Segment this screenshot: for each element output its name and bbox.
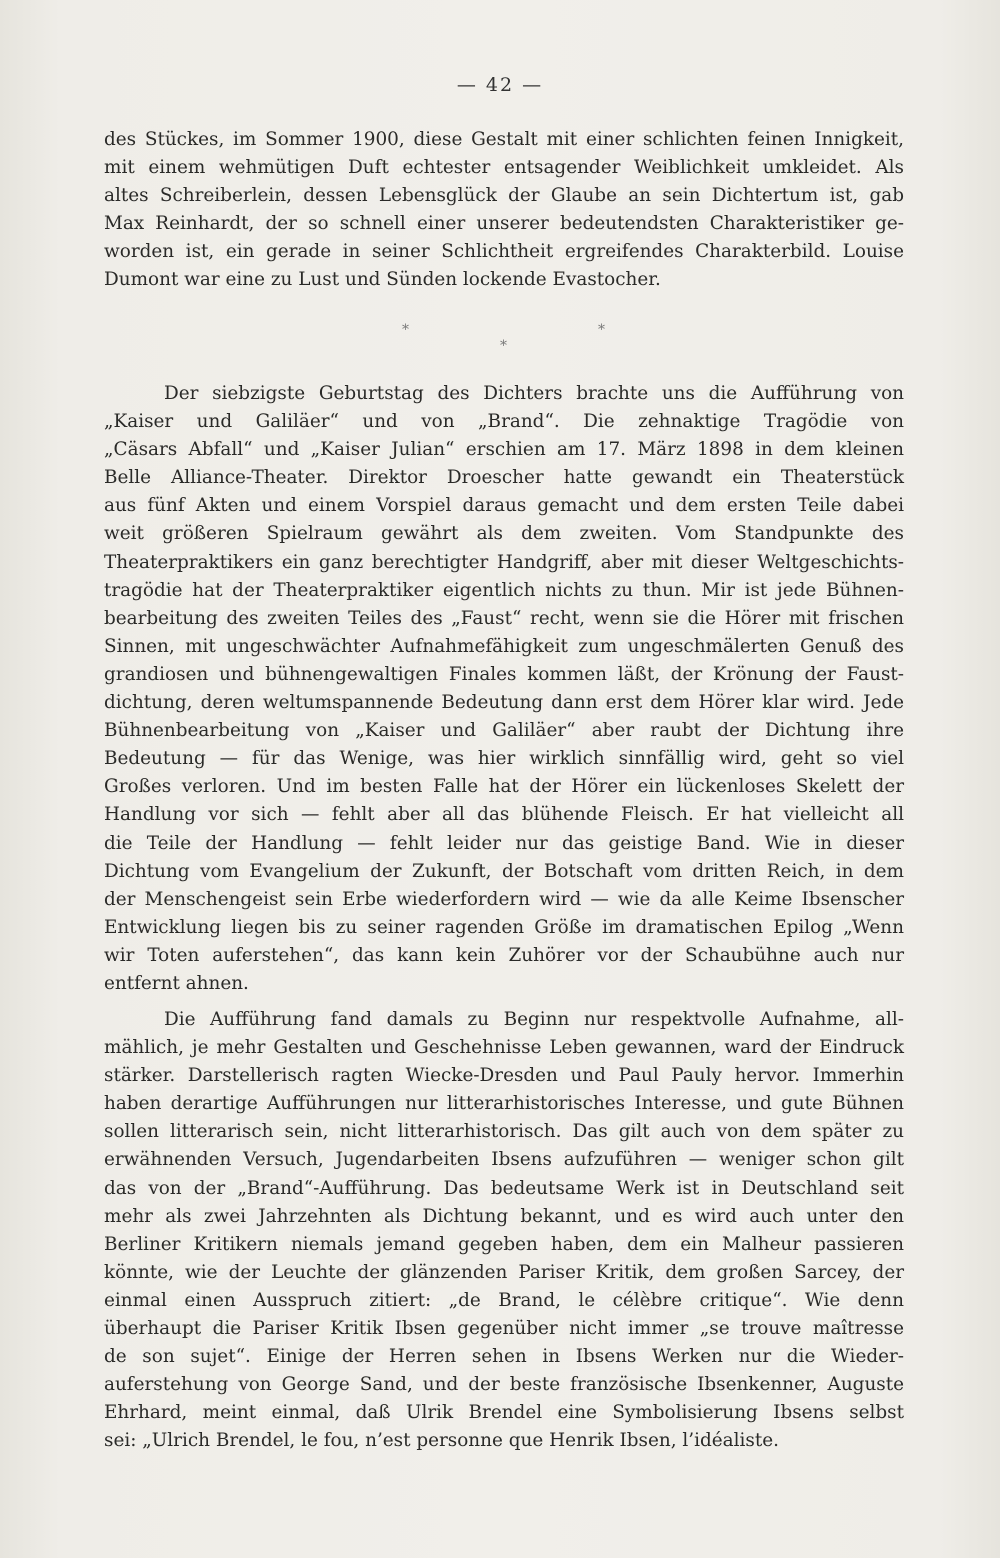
text-line: Der siebzigste Geburtstag des Dichters brachte uns die Aufführung von bbox=[164, 383, 904, 404]
paragraph-2 bbox=[104, 380, 904, 998]
text-line: stärker. Darstellerisch ragten Wiecke-Dresden und Paul Pauly hervor. Immerhin bbox=[104, 1065, 904, 1087]
paragraph-3 bbox=[104, 1006, 904, 1456]
text-line: einmal einen Ausspruch zitiert: „de Brand, le célèbre critique“. Wie denn bbox=[104, 1289, 904, 1311]
text-line: mit einem wehmütigen Duft echtester entsagender Weiblichkeit umkleidet. Als bbox=[104, 157, 904, 179]
text-line: altes Schreiberlein, dessen Lebensglück der Glaube an sein Dichtertum ist, gab bbox=[104, 185, 904, 207]
text-line: grandiosen und bühnengewaltigen Finales kommen läßt, der Krönung der Faust- bbox=[104, 663, 904, 685]
paragraph-1 bbox=[104, 126, 904, 295]
text-line: „Cäsars Abfall“ und „Kaiser Julian“ erschien am 17. März 1898 in dem kleinen bbox=[104, 439, 904, 461]
text-line: wir Toten auferstehen“, das kann kein Zuhörer vor der Schaubühne auch nur bbox=[104, 944, 904, 966]
text-line: de son sujet“. Einige der Herren sehen in Ibsens Werken nur die Wieder- bbox=[104, 1346, 904, 1368]
text-line: das von der „Brand“-Aufführung. Das bedeutsame Werk ist in Deutschland seit bbox=[104, 1177, 904, 1199]
text-line: überhaupt die Pariser Kritik Ibsen gegenüber nicht immer „se trouve maîtresse bbox=[104, 1318, 904, 1340]
text-line: des Stückes, im Sommer 1900, diese Gestalt mit einer schlichten feinen Innigkeit, bbox=[104, 129, 904, 150]
text-line: Sinnen, mit ungeschwächter Aufnahmefähigkeit zum ungeschmälerten Genuß des bbox=[104, 635, 904, 657]
text-line: auferstehung von George Sand, und der beste französische Ibsenkenner, Auguste bbox=[104, 1374, 904, 1396]
asterisk-right: * bbox=[598, 322, 605, 338]
asterisk-left: * bbox=[402, 322, 409, 338]
text-line: aus fünf Akten und einem Vorspiel daraus gemacht und dem ersten Teile dabei bbox=[104, 495, 904, 517]
text-line: Bühnenbearbeitung von „Kaiser und Galiläer“ aber raubt der Dichtung ihre bbox=[104, 720, 904, 742]
text-line: haben derartige Aufführungen nur litterarhistorisches Interesse, und gute Bühnen bbox=[104, 1093, 904, 1115]
text-line: „Kaiser und Galiläer“ und von „Brand“. Die zehnaktige Tragödie von bbox=[104, 411, 904, 433]
text-line: könnte, wie der Leuchte der glänzenden Pariser Kritik, dem großen Sarcey, der bbox=[104, 1261, 904, 1283]
text-line: bearbeitung des zweiten Teiles des „Faust“ recht, wenn sie die Hörer mit frischen bbox=[104, 607, 904, 629]
text-line: tragödie hat der Theaterpraktiker eigentlich nichts zu thun. Mir ist jede Bühnen- bbox=[104, 579, 904, 601]
text-line: entfernt ahnen. bbox=[104, 972, 249, 994]
text-line: Die Aufführung fand damals zu Beginn nur respektvolle Aufnahme, all- bbox=[164, 1009, 904, 1030]
text-line: worden ist, ein gerade in seiner Schlichtheit ergreifendes Charakterbild. Louise bbox=[104, 241, 904, 263]
text-line: Theaterpraktikers ein ganz berechtigter Handgriff, aber mit dieser Weltgeschichts- bbox=[104, 551, 904, 573]
text-line: Bedeutung — für das Wenige, was hier wirklich sinnfällig wird, geht so viel bbox=[104, 748, 904, 770]
text-line: weit größeren Spielraum gewährt als dem zweiten. Vom Standpunkte des bbox=[104, 523, 904, 545]
text-line: die Teile der Handlung — fehlt leider nur das geistige Band. Wie in dieser bbox=[104, 832, 904, 854]
page-number: — 42 — bbox=[456, 74, 544, 96]
text-line: dichtung, deren weltumspannende Bedeutung dann erst dem Hörer klar wird. Jede bbox=[104, 692, 904, 714]
text-line: Dumont war eine zu Lust und Sünden lockende Evastocher. bbox=[104, 269, 661, 291]
text-line: Ehrhard, meint einmal, daß Ulrik Brendel eine Symbolisierung Ibsens selbst bbox=[104, 1402, 904, 1424]
text-line: erwähnenden Versuch, Jugendarbeiten Ibsens aufzuführen — weniger schon gilt bbox=[104, 1149, 904, 1171]
text-line: der Menschengeist sein Erbe wiederfordern wird — wie da alle Keime Ibsenscher bbox=[104, 888, 904, 910]
text-line: mehr als zwei Jahrzehnten als Dichtung bekannt, und es wird auch unter den bbox=[104, 1205, 904, 1227]
text-line: Handlung vor sich — fehlt aber all das blühende Fleisch. Er hat vielleicht all bbox=[104, 804, 904, 826]
text-line: Dichtung vom Evangelium der Zukunft, der Botschaft vom dritten Reich, in dem bbox=[104, 860, 904, 882]
text-line: sollen litterarisch sein, nicht litterarhistorisch. Das gilt auch von dem später zu bbox=[104, 1121, 904, 1143]
section-asterism bbox=[0, 318, 1000, 358]
text-line: Max Reinhardt, der so schnell einer unserer bedeutendsten Charakteristiker ge- bbox=[104, 213, 904, 235]
text-line: Berliner Kritikern niemals jemand gegeben haben, dem ein Malheur passieren bbox=[104, 1233, 904, 1255]
text-line: mählich, je mehr Gestalten und Geschehnisse Leben gewannen, ward der Eindruck bbox=[104, 1037, 904, 1059]
asterisk-center: * bbox=[500, 338, 507, 354]
text-line: Großes verloren. Und im besten Falle hat der Hörer ein lückenloses Skelett der bbox=[104, 776, 904, 798]
text-line: Entwicklung liegen bis zu seiner ragenden Größe im dramatischen Epilog „Wenn bbox=[104, 916, 904, 938]
text-line: sei: „Ulrich Brendel, le fou, n’est personne que Henrik Ibsen, l’idéaliste. bbox=[104, 1430, 779, 1452]
text-line: Belle Alliance-Theater. Direktor Droescher hatte gewandt ein Theaterstück bbox=[104, 467, 904, 489]
